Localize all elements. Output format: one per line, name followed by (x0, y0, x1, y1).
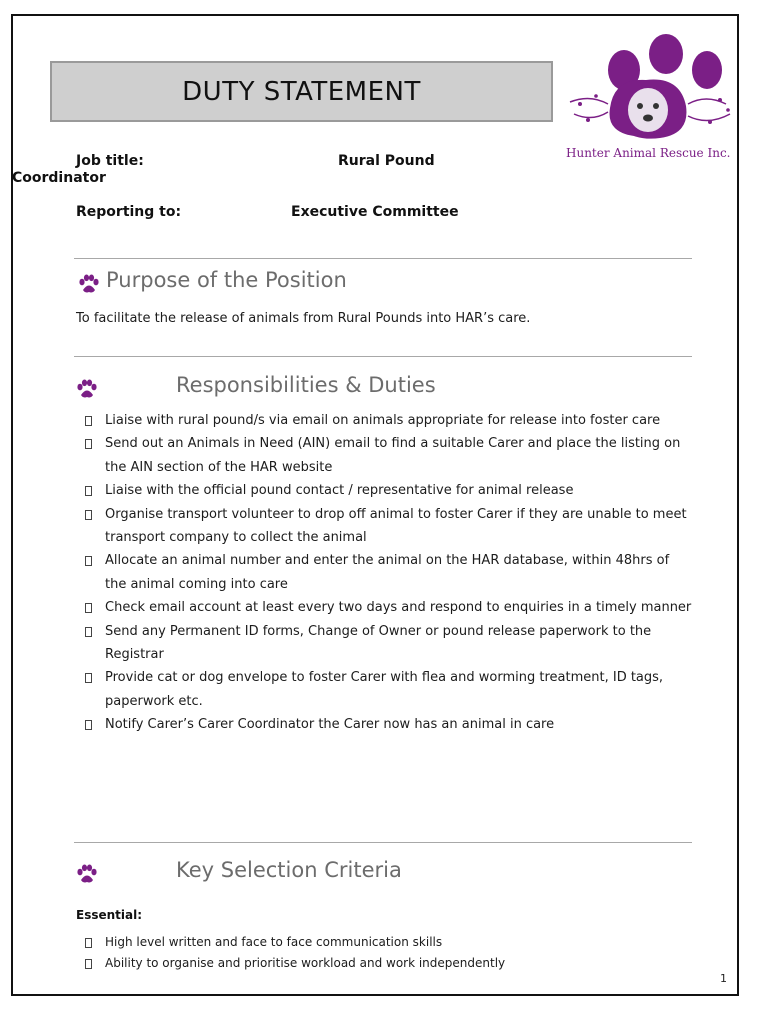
divider (74, 356, 692, 357)
criteria-list (84, 932, 694, 974)
essential-label: Essential: (76, 908, 143, 922)
bullet-box-icon (85, 720, 92, 730)
paw-logo-icon (560, 34, 738, 164)
list-item: Provide cat or dog envelope to foster Carer with flea and worming treatment, ID tags, paperwork etc. (84, 666, 694, 713)
list-item: Notify Carer’s Carer Coordinator the Carer now has an animal in care (84, 713, 694, 736)
reporting-value: Executive Committee (291, 204, 459, 220)
page-number: 1 (720, 972, 727, 985)
divider (74, 258, 692, 259)
purpose-text: To facilitate the release of animals from Rural Pounds into HAR’s care. (76, 311, 531, 326)
bullet-box-icon (85, 416, 92, 426)
bullet-box-icon (85, 603, 92, 613)
list-item: Send out an Animals in Need (AIN) email to find a suitable Carer and place the listing on the AIN section of the HAR website (84, 432, 694, 479)
job-title-value: Rural Pound (338, 153, 435, 169)
bullet-box-icon (85, 439, 92, 449)
document-title: DUTY STATEMENT (50, 61, 553, 122)
logo-caption: Hunter Animal Rescue Inc. (566, 146, 731, 160)
purpose-heading: Purpose of the Position (106, 268, 347, 292)
list-item: Send any Permanent ID forms, Change of Owner or pound release paperwork to the Registrar (84, 620, 694, 667)
job-title-value-cont: Coordinator (12, 170, 106, 186)
job-title-label: Job title: (76, 153, 144, 169)
divider (74, 842, 692, 843)
bullet-box-icon (85, 556, 92, 566)
list-item: Organise transport volunteer to drop off animal to foster Carer if they are unable to meet transport company to collect the animal (84, 503, 694, 550)
duties-list (84, 409, 694, 737)
bullet-box-icon (85, 938, 92, 948)
paw-icon (76, 864, 98, 884)
criteria-heading: Key Selection Criteria (176, 858, 402, 882)
reporting-label: Reporting to: (76, 204, 182, 220)
bullet-box-icon (85, 673, 92, 683)
list-item: Ability to organise and prioritise workload and work independently (84, 953, 694, 974)
bullet-box-icon (85, 510, 92, 520)
paw-icon (78, 274, 100, 294)
list-item: Check email account at least every two days and respond to enquiries in a timely manner (84, 596, 694, 619)
list-item: Liaise with rural pound/s via email on animals appropriate for release into foster care (84, 409, 694, 432)
bullet-box-icon (85, 959, 92, 969)
bullet-box-icon (85, 627, 92, 637)
list-item: Liaise with the official pound contact / representative for animal release (84, 479, 694, 502)
bullet-box-icon (85, 486, 92, 496)
paw-icon (76, 379, 98, 399)
list-item: Allocate an animal number and enter the animal on the HAR database, within 48hrs of the animal coming into care (84, 549, 694, 596)
list-item: High level written and face to face communication skills (84, 932, 694, 953)
responsibilities-heading: Responsibilities & Duties (176, 373, 436, 397)
